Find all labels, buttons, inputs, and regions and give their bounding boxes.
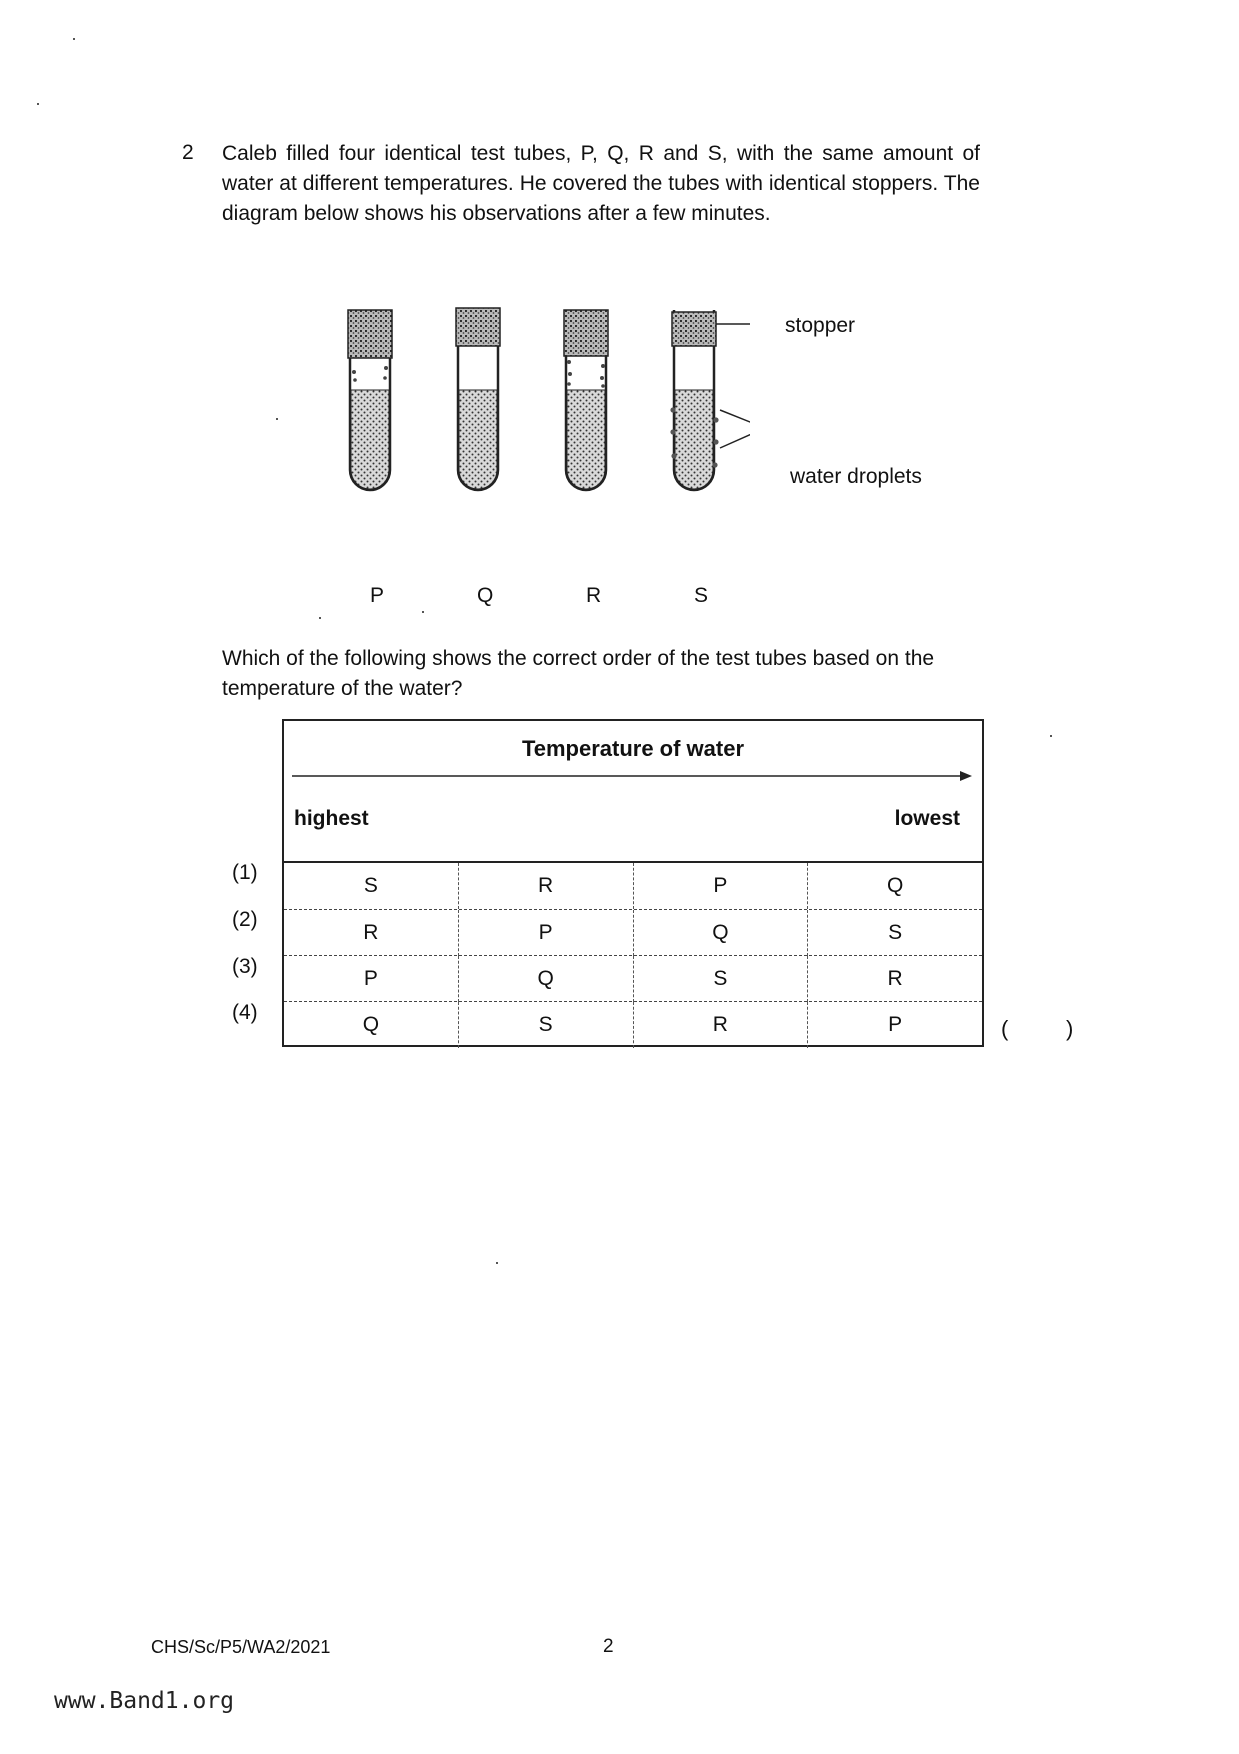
scan-speck <box>496 1262 498 1264</box>
tube-r <box>564 310 608 490</box>
scan-speck <box>73 38 75 40</box>
tube-label-r: R <box>586 584 602 607</box>
answer-open-paren: ( <box>1001 1016 1009 1041</box>
highest-label: highest <box>294 807 369 830</box>
stopper-s <box>672 312 716 346</box>
scan-speck <box>276 418 278 420</box>
option-2-cell: S <box>888 921 903 944</box>
tube-p <box>348 310 392 490</box>
scan-speck <box>37 103 39 105</box>
option-number-3: (3) <box>232 955 258 978</box>
option-2-cell: Q <box>634 910 809 956</box>
tube-s <box>670 310 750 490</box>
droplet-pointer <box>720 410 750 448</box>
option-number-4: (4) <box>232 1001 258 1024</box>
option-number-1: (1) <box>232 861 258 884</box>
answer-close-paren: ) <box>1066 1016 1074 1041</box>
option-1-cell: S <box>284 863 459 909</box>
option-4-cell: P <box>888 1013 903 1036</box>
option-1-cell: R <box>459 863 634 909</box>
stopper-r <box>564 310 608 356</box>
footer-paper-code: CHS/Sc/P5/WA2/2021 <box>151 1637 331 1657</box>
scan-speck <box>319 617 321 619</box>
option-number-2: (2) <box>232 908 258 931</box>
option-3-cell: R <box>887 967 903 990</box>
water-p <box>351 390 389 489</box>
option-row-4 <box>284 1001 982 1048</box>
option-row-3 <box>284 955 982 1002</box>
temperature-arrow <box>292 769 974 783</box>
tube-q <box>456 308 500 490</box>
tube-label-q: Q <box>477 584 494 607</box>
water-q <box>459 390 497 489</box>
test-tube-diagram <box>330 300 750 560</box>
option-4-cell: R <box>634 1002 809 1048</box>
lowest-label: lowest <box>894 807 960 830</box>
stopper-label: stopper <box>785 314 856 337</box>
water-s <box>675 390 713 489</box>
question-prompt: Which of the following shows the correct order of the test tubes based on the temperature of the water? <box>222 647 935 700</box>
option-3-cell: Q <box>459 956 634 1002</box>
page-number: 2 <box>603 1636 614 1657</box>
options-table <box>282 719 984 1047</box>
option-4-cell: Q <box>284 1002 459 1048</box>
watermark: www.Band1.org <box>54 1688 235 1714</box>
stopper-q <box>456 308 500 346</box>
tube-label-s: S <box>694 584 709 607</box>
option-3-cell: P <box>284 956 459 1002</box>
option-2-cell: P <box>459 910 634 956</box>
question-text: Caleb filled four identical test tubes, P, Q, R and S, with the same amount of water at different temperatures. He covered the tubes with identical stoppers. The diagram below shows his observations after a few minutes. <box>222 142 980 225</box>
scan-speck <box>422 611 424 613</box>
option-4-cell: S <box>459 1002 634 1048</box>
water-droplets-label: water droplets <box>790 465 922 488</box>
tube-label-p: P <box>370 584 385 607</box>
option-row-2 <box>284 909 982 956</box>
option-1-cell: Q <box>886 874 904 897</box>
option-row-1 <box>284 863 982 909</box>
stopper-p <box>348 310 392 358</box>
option-1-cell: P <box>634 863 809 909</box>
question-number: 2 <box>182 141 194 164</box>
option-3-cell: S <box>634 956 809 1002</box>
scan-speck <box>1050 735 1052 737</box>
water-r <box>567 390 605 489</box>
table-header: Temperature of water <box>521 736 745 761</box>
option-2-cell: R <box>284 910 459 956</box>
